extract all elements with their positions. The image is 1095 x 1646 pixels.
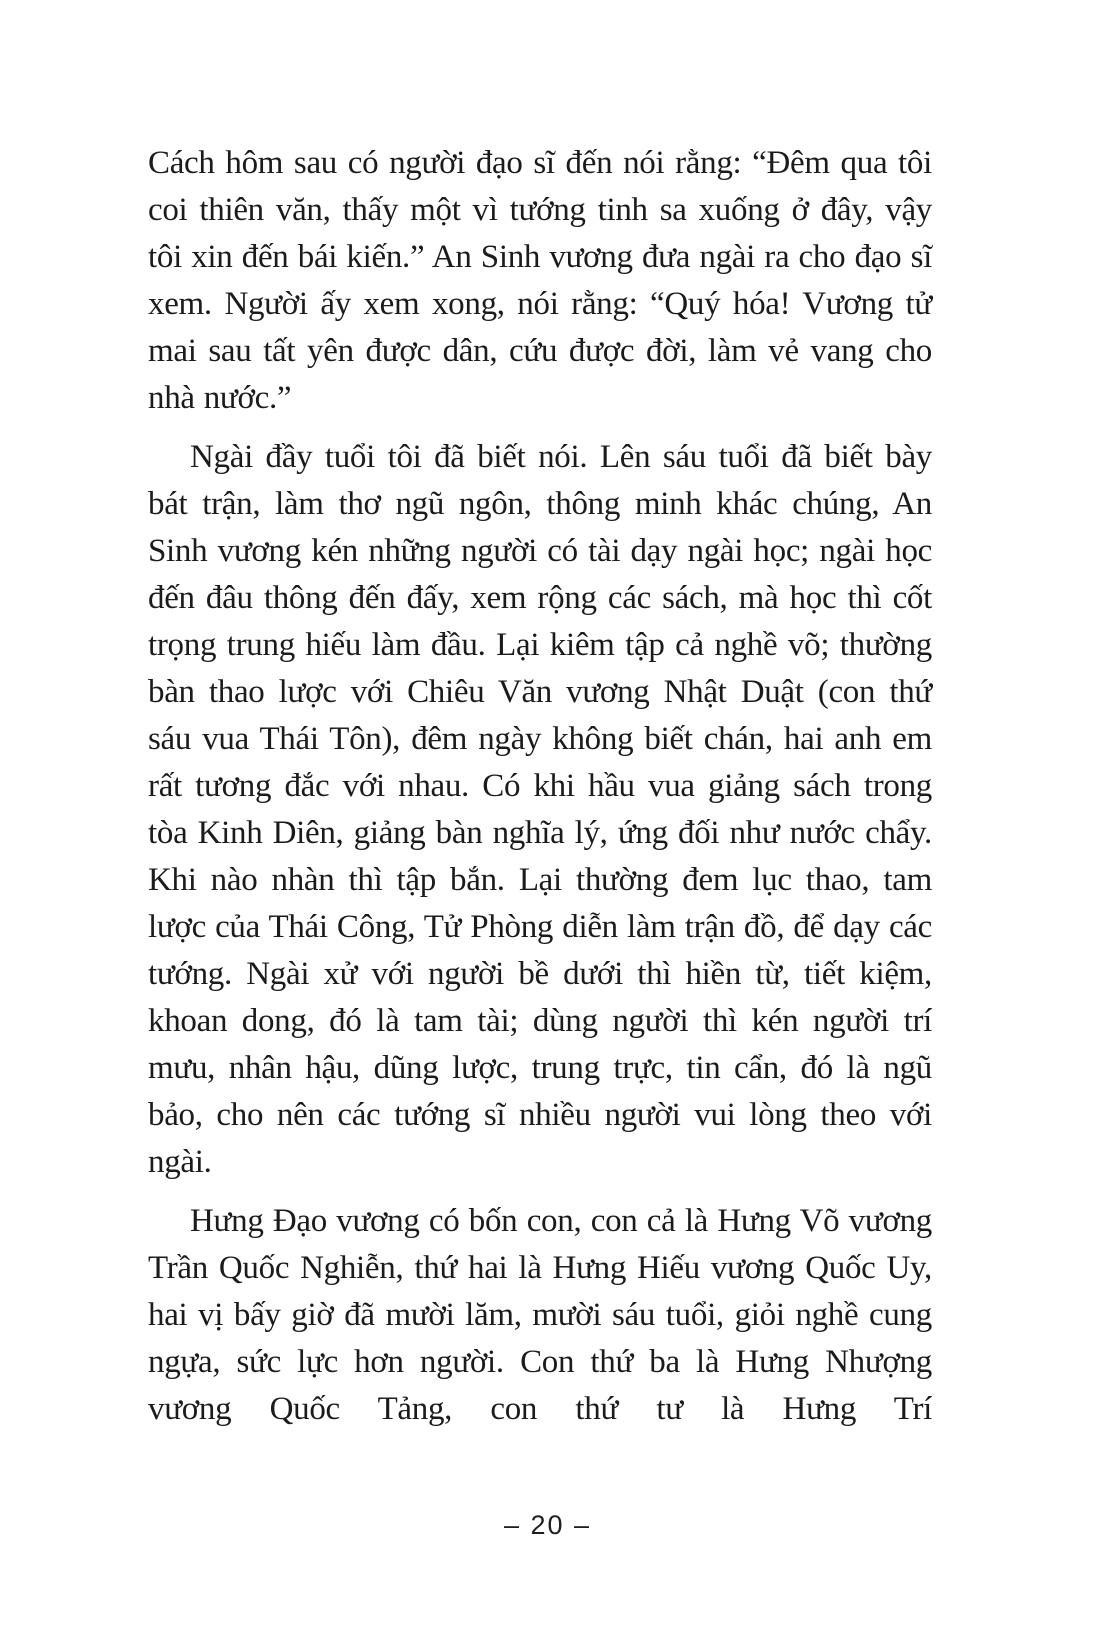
page-number: – 20 – [503, 1510, 592, 1540]
paragraph-1: Cách hôm sau có người đạo sĩ đến nói rằng: “Đêm qua tôi coi thiên văn, thấy một vì tướng tinh sa xuống ở đây, vậy tôi xin đến bái kiến.” An Sinh vương đưa ngài ra cho đạo sĩ xem. Người ấy xem xong, nói rằng: “Quý hóa! Vương tử mai sau tất yên được dân, cứu được đời, làm vẻ vang cho nhà nước.” [148, 145, 932, 416]
paragraph-2: Ngài đầy tuổi tôi đã biết nói. Lên sáu tuổi đã biết bày bát trận, làm thơ ngũ ngôn, thông minh khác chúng, An Sinh vương kén những người có tài dạy ngài học; ngài học đến đâu thông đến đấy, xem rộng các sách, mà học thì cốt trọng trung hiếu làm đầu. Lại kiêm tập cả nghề võ; thường bàn thao lược với Chiêu Văn vương Nhật Duật (con thứ sáu vua Thái Tôn), đêm ngày không biết chán, hai anh em rất tương đắc với nhau. Có khi hầu vua giảng sách trong tòa Kinh Diên, giảng bàn nghĩa lý, ứng đối như nước chẩy. Khi nào nhàn thì tập bắn. Lại thường đem lục thao, tam lược của Thái Công, Tử Phòng diễn làm trận đồ, để dạy các tướng. Ngài xử với người bề dưới thì hiền từ, tiết kiệm, khoan dong, đó là tam tài; dùng người thì kén người trí mưu, nhân hậu, dũng lược, trung trực, tin cẩn, đó là ngũ bảo, cho nên các tướng sĩ nhiều người vui lòng theo với ngài. [148, 439, 932, 1180]
page-text [148, 140, 932, 1433]
paragraph-3: Hưng Đạo vương có bốn con, con cả là Hưng Võ vương Trần Quốc Nghiễn, thứ hai là Hưng Hiếu vương Quốc Uy, hai vị bấy giờ đã mười lăm, mười sáu tuổi, giỏi nghề cung ngựa, sức lực hơn người. Con thứ ba là Hưng Nhượng vương Quốc Tảng, con thứ tư là Hưng Trí [148, 1203, 932, 1427]
